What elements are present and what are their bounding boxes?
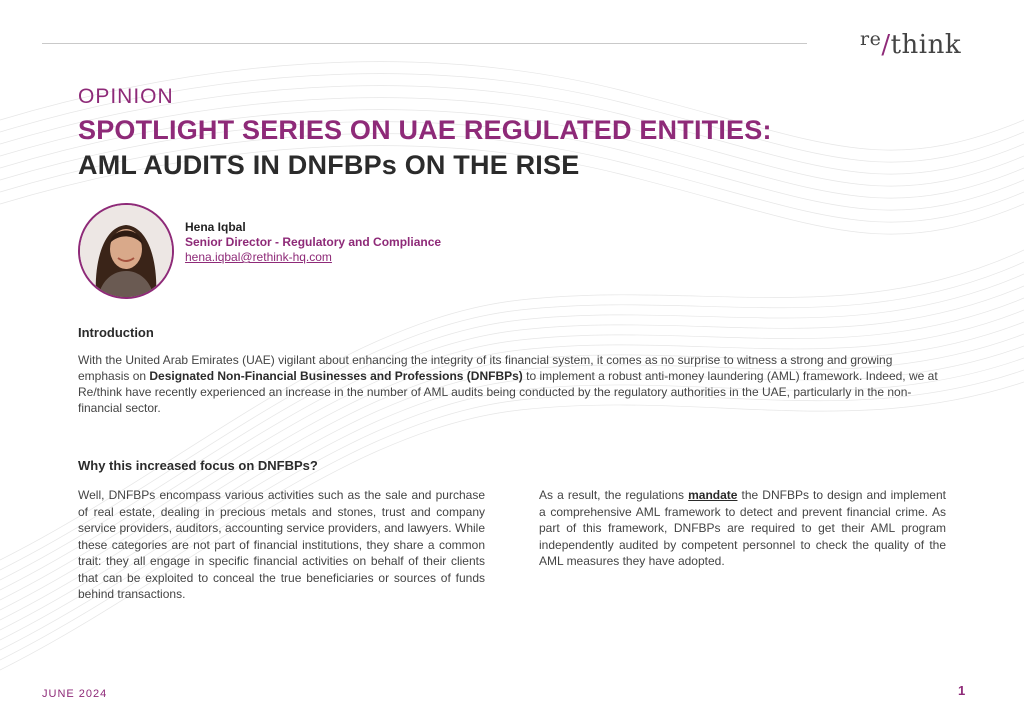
intro-text-a: With the United Arab Emirates (UAE) vigilant about enhancing the integrity of its financial system, it comes as no surprise to witness a strong and growing emphasis on: [78, 353, 893, 383]
logo-slash-text: /: [881, 30, 891, 60]
rethink-logo: [860, 30, 961, 60]
logo-re-text: re: [860, 28, 882, 50]
why-right-text-b: the DNFBPs to design and implement a comprehensive AML framework to detect and prevent financial crime. As part of this framework, DNFBPs are required to get their AML program independently audited by competent personnel to check the quality of the AML measures they have adopted.: [539, 488, 946, 568]
logo-think-text: think: [890, 30, 962, 60]
footer-date: JUNE 2024: [42, 688, 108, 700]
author-email-link[interactable]: hena.iqbal@rethink-hq.com: [185, 250, 332, 264]
author-avatar: [78, 203, 174, 299]
why-right-text-a: As a result, the regulations: [539, 488, 689, 502]
page-number: 1: [958, 683, 966, 698]
header-divider: [42, 43, 807, 44]
article-kicker: OPINION: [78, 85, 174, 108]
author-block: [185, 220, 441, 265]
author-portrait-icon: [80, 205, 172, 297]
why-heading: Why this increased focus on DNFBPs?: [78, 458, 318, 473]
why-left-column: Well, DNFBPs encompass various activities such as the sale and purchase of real estate, dealing in precious metals and stones, trust and company service providers, auditors, accounting service providers, and lawyers. While these categories are not part of financial institutions, they share a common trait: they all engage in specific financial activities on behalf of their clients that can be exploited to conceal the true beneficiaries or sources of funds behind transactions.: [78, 488, 485, 601]
intro-text-b: to implement a robust anti-money laundering (AML) framework. Indeed, we at Re/think have recently experienced an increase in the number of AML audits being conducted by the regulatory authorities in the UAE, particularly in the non-financial sector.: [78, 369, 938, 415]
intro-heading: Introduction: [78, 325, 154, 340]
article-title-line-1: SPOTLIGHT SERIES ON UAE REGULATED ENTITIES:: [78, 115, 772, 145]
mandate-term: mandate: [688, 488, 738, 502]
author-name: Hena Iqbal: [185, 220, 246, 234]
author-role: Senior Director - Regulatory and Compliance: [185, 235, 442, 249]
article-title-line-2: AML AUDITS IN DNFBPs ON THE RISE: [78, 150, 580, 180]
why-right-column: [539, 487, 946, 570]
intro-bold-term: Designated Non-Financial Businesses and Professions (DNFBPs): [149, 369, 523, 383]
intro-paragraph: [78, 352, 946, 416]
